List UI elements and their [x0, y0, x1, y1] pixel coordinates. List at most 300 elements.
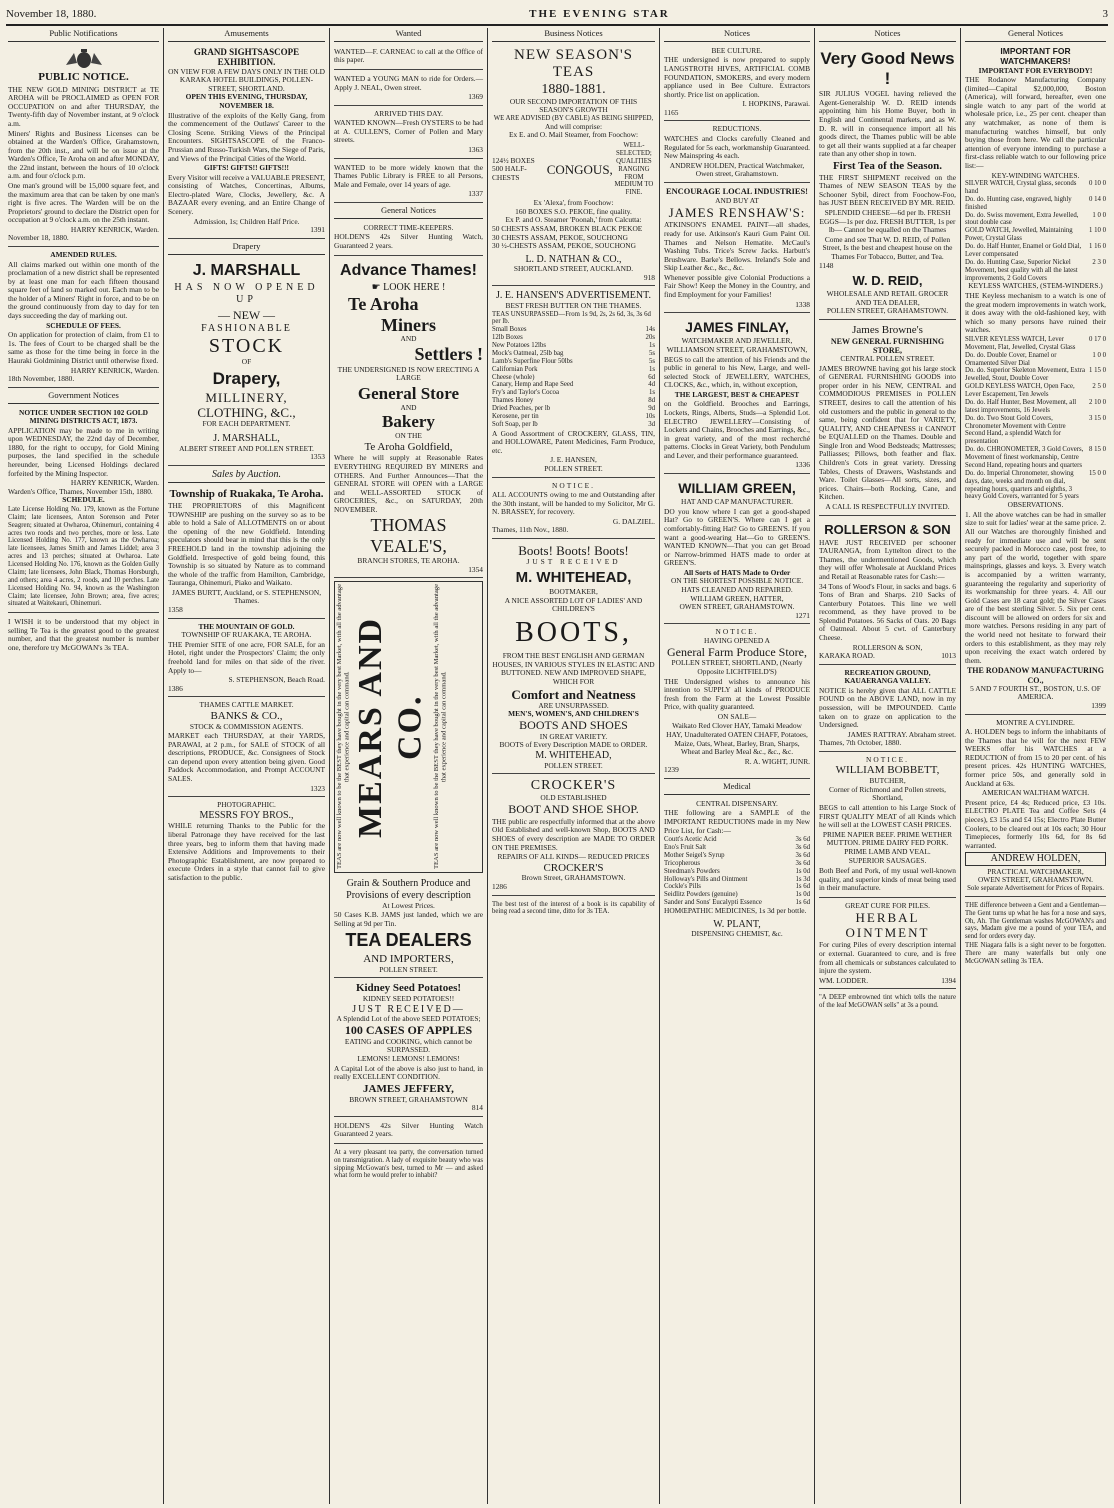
ad-text: APPLICATION may be made to me in writing upon WEDNESDAY, the 22nd day of December, 1880, for the right to occupy, for Gold Mining purposes, the land specified in the schedule hereunder, being Licensed Holdings declared forfeited by the Mining Inspector.	[8, 425, 159, 478]
ad-text: THE Undersigned wishes to announce his intention to SUPPLY all kinds of PRODUCE fresh from the Farm at the Lowest Possible Price, with quality guaranteed.	[664, 676, 810, 712]
price-item: 12lb Boxes	[492, 334, 523, 342]
ad-number: 1391	[310, 225, 325, 235]
price-row	[965, 470, 1106, 502]
ad-subtitle: WILLIAM BOBBETT,	[835, 764, 940, 777]
price-value: 5s	[648, 357, 655, 365]
price-item: Do. do. Swiss movement, Extra Jewelled, stout double case	[965, 211, 1079, 227]
price-item: Do. do. Hunting Case, Superior Nickel Movement, best quality with all the latest improvements, 2 Gold Covers	[965, 258, 1078, 282]
section-heading: Government Notices	[8, 390, 159, 404]
ad-text: A Capital Lot of the above is also just to hand, in really EXCELLENT CONDITION.	[334, 1063, 483, 1082]
ad-text: SHORTLAND STREET, AUCKLAND.	[513, 264, 634, 274]
price-value: 20s	[645, 334, 655, 342]
ad-date: November 18, 1880.	[8, 233, 69, 243]
ad-title: WILLIAM GREEN,	[678, 480, 796, 497]
ad-text: WATCHES and Clocks carefully Cleaned and Regulated for 5s each, workmanship Guaranteed. New Mainspring 4s each.	[664, 134, 810, 161]
ad-text: BOOTMAKER,	[549, 587, 598, 597]
grain-produce-ad	[334, 876, 483, 978]
ad-text: ON THE SHORTEST POSSIBLE NOTICE. HATS CLEANED AND REPAIRED.	[670, 576, 804, 595]
section-heading: Sales by Auction.	[168, 468, 325, 484]
ad-signature: W. D. REID,	[852, 273, 923, 289]
price-item: Soft Soap, per lb	[492, 420, 538, 428]
ad-subtitle: CLOTHING, &C.,	[197, 405, 296, 421]
filler-note	[492, 898, 655, 921]
ad-text: THE NEW GOLD MINING DISTRICT at TE AROHA will be PROCLAIMED as OPEN FOR OCCUPATION on and after THURSDAY, the Twenty-fifth day of November instant, at 9 o'clock a.m.	[8, 84, 159, 128]
ad-title: THE MOUNTAIN OF GOLD.	[198, 621, 295, 631]
ad-text: DO you know where I can get a good-shaped Hat? Go to GREEN'S. Where can I get a comfortably-fitting Hat? Go to GREEN'S. If you want a good-wearing Hat—Go to GREEN'S. WANTED KNOWN—That you can get Broad or Narrow-brimmed HATS made to order at GREEN'S.	[664, 506, 810, 568]
ad-number: 1165	[664, 107, 679, 117]
ad-number: 1148	[819, 261, 834, 271]
ad-signature: JAMES RATTRAY. Abraham street.	[847, 729, 956, 739]
price-value: 1 15 0	[1089, 367, 1106, 375]
ad-subtitle: NEW GENERAL FURNISHING STORE,	[830, 336, 945, 355]
filler-note	[334, 1146, 483, 1185]
ad-signature: G. DALZIEL.	[612, 516, 655, 526]
ad-text: Whenever possible give Colonial Productions a Fair Show! Keep the Money in the Country, and find Employment for your Families!	[664, 272, 810, 299]
price-value: 1s 0d	[795, 891, 810, 899]
ad-text: One man's ground will be 15,000 square feet, and the maximum area that can be taken by one man's right is five acres. The Warden will be on the Proprietors' ground to declare the District open for occupation at 9 o'clock a.m. on the 25th instant.	[8, 180, 159, 225]
price-row	[492, 397, 655, 405]
ad-number: 1337	[468, 189, 483, 199]
ad-number: 1323	[310, 783, 325, 793]
nathan-teas-ad	[492, 45, 655, 287]
price-row	[492, 366, 655, 374]
ad-subtitle: MILLINERY,	[205, 390, 288, 406]
ad-text: FOR EACH DEPARTMENT.	[202, 419, 291, 429]
ad-number: 1386	[168, 683, 183, 693]
section-heading: Drapery	[168, 241, 325, 255]
ad-title: NOTICE.	[866, 754, 909, 764]
ad-text: HAVE JUST RECEIVED per schooner TAURANGA, from Lyttelton direct to the Thames, the undermentioned Goods, which they will offer Wholesale at Auckland Prices and Retail at Reasonable rates for Cash:—	[819, 537, 956, 581]
ad-text: 50 Cases K.B. JAMS just landed, which we are Selling at 9d per Tin.	[334, 910, 483, 928]
column-business-notices	[488, 28, 660, 1504]
ad-number: 1369	[468, 92, 483, 102]
ad-text: POLLEN STREET.	[544, 760, 603, 770]
ad-subtitle: TOWNSHIP OF RUAKAKA, TE AROHA.	[181, 630, 312, 640]
ad-subtitle: MESSRS FOY BROS.,	[199, 809, 294, 821]
ad-date: 18th November, 1880.	[8, 374, 75, 384]
ad-subtitle: THE LARGEST, BEST & CHEAPEST	[674, 389, 800, 399]
ad-text: The best test of the interest of a book is its capability of being read a second time, ditto for 3s TEA.	[492, 900, 655, 916]
ad-title: MEARS AND CO.	[352, 616, 429, 838]
ad-number: 1013	[941, 651, 956, 661]
ad-signature: M. WHITEHEAD,	[535, 749, 612, 761]
ad-title: GREAT CURE FOR PILES.	[845, 900, 930, 910]
ad-text: CENTRAL POLLEN STREET.	[840, 354, 935, 364]
ad-text: AND	[400, 334, 417, 344]
price-row	[492, 413, 655, 421]
marshall-drapery-ad	[168, 258, 325, 466]
price-value: 2 10 0	[1089, 398, 1106, 406]
ad-subtitle: ON SALE—	[717, 711, 757, 721]
recreation-ground-ad	[819, 667, 956, 752]
price-list	[965, 336, 1106, 501]
ad-signature: WM. LODDER.	[819, 975, 869, 985]
price-row	[492, 421, 655, 429]
masthead	[6, 4, 1108, 26]
price-list	[965, 180, 1106, 282]
ad-text: POLLEN STREET.	[379, 964, 438, 974]
price-row	[664, 891, 810, 899]
page-number: 3	[1102, 8, 1108, 20]
green-hatter-ad	[664, 476, 810, 624]
price-value: 9d	[648, 405, 655, 413]
ad-subtitle: AND IMPORTERS,	[363, 953, 454, 966]
price-item: Thames Honey	[492, 397, 534, 405]
price-row	[965, 196, 1106, 212]
ad-signature: ANDREW HOLDEN,	[965, 852, 1106, 866]
ad-text: OUR SECOND IMPORTATION OF THIS SEASON'S GROWTH	[509, 96, 638, 115]
ad-title: PHOTOGRAPHIC.	[217, 800, 276, 810]
ad-text: WANTED a YOUNG MAN to ride for Orders.—Apply J. NEAL, Owen street.	[334, 74, 483, 92]
price-row	[492, 381, 655, 389]
ad-text: THE difference between a Gent and a Gentleman—The Gent turns up what he has for a nose and says, Oh, Ah. The Gentleman washes McGOWAN's and says, Madam give me a pound of your TEA, and send for orders every day.	[965, 901, 1106, 941]
ad-title: ROLLERSON & SON	[824, 521, 951, 537]
ad-subtitle: 100 CASES OF APPLES	[344, 1022, 473, 1037]
ad-number: 1353	[310, 452, 325, 462]
ad-text: BEGS to call the attention of his Friends and the public in general to his New, Large, and well-selected Stock of JEWELLERY, WATCHES, CLOCKS, &c., which, in, without exception,	[664, 354, 810, 390]
ad-title: Grain & Southern Produce and Provisions of every description	[346, 878, 471, 901]
price-value: 3 15 0	[1089, 414, 1106, 422]
ad-title: Township of Ruakaka, Te Aroha.	[169, 488, 324, 501]
public-notice-ad	[8, 45, 159, 247]
ad-title: ENCOURAGE LOCAL INDUSTRIES!	[666, 186, 808, 196]
reid-news-ad	[819, 45, 956, 320]
ad-text: 30 ½-CHESTS ASSAM, PEKOE, SOUCHONG	[492, 241, 636, 251]
holden-watchmaker-ad	[965, 717, 1106, 897]
ad-text: REPAIRS OF ALL KINDS— REDUCED PRICES	[497, 852, 650, 862]
ad-title: RECREATION GROUND, KAUAERANGA VALLEY.	[844, 667, 931, 686]
price-value: 0 14 0	[1089, 195, 1106, 203]
wight-farm-ad	[664, 626, 810, 779]
price-item: SILVER KEYLESS WATCH, Lever Movement, Flat, Jewelled, Crystal Glass	[965, 335, 1076, 351]
ad-text: WANTED to be more widely known that the Thames Public Library is FREE to all Persons, Male and Female, over 14 years of age.	[334, 162, 483, 189]
price-value: 1s 0d	[795, 867, 810, 875]
price-row	[965, 259, 1106, 283]
price-item: Fry's and Taylor's Cocoa	[492, 389, 559, 397]
ad-signature: ROLLERSON & SON,	[852, 642, 923, 652]
price-value: 3s 6d	[795, 844, 810, 851]
ad-text: Brown Street, GRAHAMSTOWN.	[521, 873, 626, 883]
ad-text: All claims marked out within one month of the proclamation of a new district shall be represented by at least one man for each fifteen thousand square feet of land so marked out. Each man to be the holder of a Miners' Right in force, and to be on the ground continuously from day to day for ten days succeeding the day of marking out.	[8, 259, 159, 321]
ad-text: Waikato Red Clover HAY, Tamaki Meadow HAY, Unadulterated OATEN CHAFF, Potatoes, Maize, Oats, Wheat, Barley, Bran, Sharps, Wheat and Barley Meal &c., &c., &c.	[666, 721, 808, 757]
price-row	[492, 342, 655, 350]
ad-text: POLLEN STREET, SHORTLAND, (Nearly Opposite LICHTFIELD'S)	[671, 658, 803, 677]
ad-text: THE undersigned is now prepared to supply LANGSTROTH HIVES, ARTIFICIAL COMB FOUNDATION, SMOKERS, and every modern appliance used in Bee Culture. Extractors shortly. Price list on application.	[664, 55, 810, 99]
price-row	[492, 334, 655, 342]
price-value: 14s	[645, 326, 655, 334]
ad-text: THE public are respectfully informed that at the above Old Established and well-known Shop, BOOTS AND SHOES of every description are MADE TO ORDER ON THE PREMISES.	[492, 816, 655, 852]
ad-subtitle: M. WHITEHEAD,	[515, 568, 632, 586]
price-item: Do. do. CHRONOMETER, 3 Gold Covers, Movement of finest workmanship, Centre Second Hand, repeating hours and quarters	[965, 446, 1084, 469]
price-row	[492, 311, 655, 327]
ad-text: At Lowest Prices.	[382, 900, 435, 910]
filler-note	[965, 899, 1106, 970]
ad-title: Advance Thames!	[340, 261, 477, 279]
ad-subtitle: THOMAS VEALE'S,	[370, 515, 447, 557]
ad-text: Present price, £4 4s; Reduced price, £3 10s. ELECTRO PLATE Tea and Coffee Sets (4 pieces), £3 15s and £4 15s; Electro Plate Butter Coolers, to be cleared out at 10s each; 30 Hour Timepieces, formerly 10s 6d, for 8s 6d warranted.	[965, 797, 1106, 850]
jeffery-potatoes-ad	[334, 980, 483, 1116]
ad-number: 1336	[795, 460, 810, 470]
ad-signature: W. PLANT,	[713, 918, 761, 930]
ad-signature: J. MARSHALL,	[213, 433, 280, 445]
ad-text: 30 CHESTS ASSAM, PEKOE, SOUCHONG	[492, 232, 628, 242]
ad-text: Ex 'Alexa', from Foochow:	[533, 198, 614, 208]
price-item: Do. do. Superior Skeleton Movement, Extra Jewelled, Stout, Double Cover	[965, 367, 1086, 383]
mears-teas-ad	[334, 581, 483, 873]
ad-subtitle: Te Aroha Goldfield,	[364, 440, 453, 453]
ad-title: NEW SEASON'S TEAS	[513, 46, 634, 81]
ad-text: 34 Tons of Wood's Flour, in sacks and bags. 6 Tons of Bran and Sharps. 210 Sacks of Canterbury Potatoes. This line we well recommend, as they have proved to be Splendid Potatoes. 56 Sacks of Oats. 20 Bags of Oatmeal. About 5 cwt. of Canterbury Cheese.	[819, 581, 956, 642]
price-row	[492, 389, 655, 397]
ad-signature: HARRY KENRICK, Warden.	[70, 365, 159, 375]
royal-crest-icon	[62, 49, 106, 69]
ad-subtitle: FASHIONABLE	[201, 323, 292, 335]
ad-subtitle: AMERICAN WALTHAM WATCH.	[981, 788, 1090, 798]
ad-text: "A DEEP embrowned tint which tells the nature of the leaf McGOWAN sells" at 3s a pound.	[819, 994, 956, 1010]
price-row	[965, 243, 1106, 259]
price-item: Do. do. Double Cover, Enamel or Ornamented Silver Dial	[965, 351, 1057, 367]
ad-date: Thames, 11th Nov., 1880.	[492, 525, 569, 535]
rollerson-ad	[819, 518, 956, 665]
column-notices	[660, 28, 815, 1504]
ad-title: Very Good News !	[820, 48, 955, 88]
price-row	[492, 405, 655, 413]
ad-signature: HARRY KENRICK, Warden.	[70, 478, 159, 488]
ad-subtitle: WATCHMAKER AND JEWELLER,	[681, 336, 793, 346]
ad-title: IMPORTANT FOR WATCHMAKERS!	[1000, 45, 1071, 66]
ad-subtitle: SCHEDULE OF FEES.	[46, 320, 121, 330]
ad-title: THAMES CATTLE MARKET.	[199, 700, 294, 710]
price-item: Eno's Fruit Salt	[664, 844, 707, 851]
ad-title: JAMES FINLAY,	[685, 319, 789, 336]
section-heading: General Notices	[965, 28, 1106, 42]
price-value: 3s 6d	[795, 859, 810, 867]
ad-text: THE following are a SAMPLE of the IMPORTANT REDUCTIONS made in my New Price List, for Cash:—	[664, 808, 810, 835]
ad-number: 1358	[168, 605, 183, 615]
ad-number: 814	[471, 1103, 483, 1113]
ad-text: 50 CHESTS ASSAM, BROKEN BLACK PEKOE	[492, 223, 643, 233]
bobbett-butcher-ad	[819, 754, 956, 898]
ad-title: J. E. HANSEN'S ADVERTISEMENT.	[496, 290, 651, 302]
ad-subtitle: BEST FRESH BUTTER ON THE THAMES.	[505, 301, 642, 310]
whitehead-boots-ad	[492, 541, 655, 774]
price-value: 1 16 0	[1089, 243, 1106, 251]
ad-text: MARKET each THURSDAY, at their YARDS, PARAWAI, at 2 p.m., for SALE of STOCK of all descriptions, PRODUCE, &c. Consignees of Stock can depend upon every attention being given. Good Paddock Accommodation, and Prompt ACCOUNT SALES.	[168, 731, 325, 784]
price-item: Holloway's Pills and Ointment	[664, 875, 748, 883]
ad-text: ALL ACCOUNTS owing to me and Outstanding after the 30th instant, will be handed to my Solicitor, Mr G. N. BRASSEY, for recovery.	[492, 490, 655, 517]
ad-subtitle: 1880-1881.	[541, 81, 606, 97]
price-item: Lamb's Superfine Flour 50lbs	[492, 357, 573, 365]
ad-title: NOTICE UNDER SECTION 102 GOLD MINING DISTRICTS ACT, 1873.	[19, 407, 148, 426]
price-value: 2 3 0	[1092, 258, 1106, 266]
ad-text: At a very pleasant tea party, the conversation turned on transmigration. A lady of exquisite beauty who was sipping McGowan's best, turned to Mr — and asked what form he would prefer to inhabit?	[334, 1148, 483, 1180]
column-wanted	[330, 28, 488, 1504]
ad-text: A NICE ASSORTED LOT OF LADIES' AND CHILDREN'S	[504, 595, 643, 614]
ad-text: WILLIAMSON STREET, GRAHAMSTOWN,	[666, 344, 808, 354]
dispensary-ad	[664, 798, 810, 942]
section-heading: Notices	[664, 28, 810, 42]
price-value: 6d	[648, 373, 655, 381]
ad-title: Boots! Boots! Boots!	[518, 543, 629, 559]
price-item: Small Boxes	[492, 326, 527, 334]
price-item: Dried Peaches, per lb	[492, 405, 551, 413]
price-item: GOLD WATCH, Jewelled, Maintaining Power, Crystal Glass	[965, 227, 1073, 243]
filler-note	[819, 991, 956, 1014]
price-row	[492, 350, 655, 358]
price-row	[492, 358, 655, 366]
ad-title: BEE CULTURE.	[711, 45, 763, 55]
ad-subtitle: KEY-WINDING WATCHES.	[991, 170, 1080, 180]
price-value: 1s 6d	[795, 899, 810, 907]
ad-text: FROM THE BEST ENGLISH AND GERMAN HOUSES, IN VARIOUS STYLES IN ELASTIC AND BUTTONED. NEW AND IMPROVED SHAPE, WHICH FOR	[492, 651, 655, 687]
ad-text: Admission, 1s; Children Half Price.	[193, 216, 300, 226]
ad-subtitle: Miners	[381, 314, 436, 335]
ad-text: THE FIRST SHIPMENT received on the Thames of NEW SEASON TEAS by the Schooner Sybil, direct from Foochow-Foo, has JUST BEEN RECEIVED BY MR. REID.	[819, 172, 956, 208]
ad-text: 160 BOXES S.O. PEKOE, fine quality.	[515, 206, 632, 216]
price-row	[664, 852, 810, 860]
price-value: 3s 6d	[795, 836, 810, 844]
ad-subtitle: JUST RECEIVED	[526, 557, 621, 567]
price-value: 10s	[645, 412, 655, 420]
price-row	[492, 374, 655, 382]
ad-text: Come and see That W. D. REID, of Pollen Street, Is the best and cheapest house on the Thames For Tobacco, Butter, and Tea.	[822, 234, 953, 261]
reductions-ad	[664, 123, 810, 182]
ad-subtitle: Settlers !	[414, 344, 483, 365]
ad-text: THE UNDERSIGNED IS NOW ERECTING A LARGE	[337, 364, 480, 383]
ad-text: WELL-SELECTED; QUALITIES RANGING FROM MEDIUM TO FINE.	[614, 142, 654, 197]
price-row	[965, 336, 1106, 352]
ad-subtitle: General Farm Produce Store,	[667, 644, 807, 659]
ad-title: REDUCTIONS.	[712, 124, 762, 134]
ad-text: BRANCH STORES, TE AROHA.	[357, 556, 460, 566]
ad-signature: I. HOPKINS, Parawai.	[742, 99, 810, 109]
section-heading: Public Notifications	[8, 28, 159, 42]
ad-text: AND BUY AT	[715, 195, 759, 205]
ad-title: James Browne's	[852, 323, 923, 336]
price-list	[664, 836, 810, 907]
ad-subtitle: STOCK & COMMISSION AGENTS.	[189, 721, 304, 731]
ad-title: ARRIVED THIS DAY.	[373, 108, 444, 118]
price-value: 1 10 0	[1089, 227, 1106, 235]
ad-number: 1338	[795, 299, 810, 309]
amended-rules-ad	[8, 249, 159, 388]
ad-signature: CROCKER'S	[543, 861, 604, 874]
ad-text: AND	[400, 402, 417, 412]
cattle-market-ad	[168, 699, 325, 797]
ad-number: 1394	[941, 975, 956, 985]
ad-subtitle: OPEN THIS EVENING, THURSDAY, NOVEMBER 18.	[185, 92, 308, 111]
ad-text: Miners' Rights and Business Licenses can be obtained at the Warden's Office, Grahamstown, from the 20th inst., and will be on issue at the Warden's Office, Te Aroha on and after MONDAY, the 22nd instant, between the hours of 10 o'clock a.m. and four o'clock p.m.	[8, 128, 159, 181]
price-item: Canary, Hemp and Rape Seed	[492, 381, 574, 389]
bee-culture-ad	[664, 45, 810, 122]
ad-text: THE Niagara falls is a sight never to be forgotten. There are many waterfalls but only one McGOWAN selling 3s TEA.	[965, 942, 1106, 965]
section-heading: Business Notices	[492, 28, 655, 42]
finlay-ad	[664, 315, 810, 474]
ad-text: Ex P. and O. Steamer 'Poonah,' from Calcutta:	[505, 215, 642, 225]
ad-text: And will comprise:	[544, 121, 603, 131]
ad-text: KARAKA ROAD.	[819, 651, 875, 661]
price-item: Cockle's Pills	[664, 883, 701, 891]
ad-subtitle: KEYLESS WATCHES, (STEM-WINDERS.)	[968, 281, 1103, 291]
holden-watch-ad	[334, 1119, 483, 1144]
price-item: Mock's Oatmeal, 25lb bag	[492, 349, 564, 357]
price-value: 0 17 0	[1089, 335, 1106, 343]
price-item: Seidlitz Powders (genuine)	[664, 891, 738, 899]
ad-text: 500 HALF-CHESTS	[492, 164, 527, 182]
ad-text: Late License Holding No. 179, known as the Fortune Claim; late licensees, Anton Sorenson and Peter Seagren; situated at Owharoa, Ohinemuri, containing 4 acres two roods and two perches, more or less. Late Licensed Holding No. 177, known as the Owharoa; late licensees, James Smith and James Liddel; area 3 acres and 13 perches; situated at Owharoa. Late Licensed Holding No. 176, known as the Golden Gully Claim; late licensees, John Black, Thomas Horsburgh, and others; area 4 acres, 2 roods, and 10 perches. Late Licensed Holding No. 94, known as the Washington Claim; late licensee, John Brown; area, five acres; situated at Waitekauri, Ohinemuri.	[8, 505, 159, 608]
ad-text: A. HOLDEN begs to inform the inhabitants of the Thames that he will for the next FEW WEEKS offer his WATCHES at a REDUCTION of from 15 to 20 per cent. of his present prices. 42s HUNTING WATCHES, former price 50s, and generally sold in Auckland at 63s.	[965, 727, 1106, 788]
price-value: 8 15 0	[1089, 446, 1106, 454]
ad-subtitle: TEA DEALERS	[345, 930, 472, 951]
ad-subtitle: LEMONS! LEMONS! LEMONS!	[357, 1054, 460, 1064]
price-list	[492, 311, 655, 429]
price-row	[965, 227, 1106, 243]
ad-text: WHOLESALE AND RETAIL GROCER AND TEA DEALER,	[826, 289, 949, 307]
ad-title: NOTICE.	[715, 627, 759, 637]
ad-text: PRIME NAPIER BEEF. PRIME WETHER MUTTON. PRIME DAIRY FED PORK. PRIME LAMB AND VEAL.	[822, 829, 953, 856]
price-item: Coutt's Acetic Acid	[664, 836, 717, 844]
ad-text: Both Beef and Pork, of my usual well-known quality, and superior kinds of meat being used in their manufacture.	[819, 866, 956, 893]
ad-subtitle: First Tea of the Season.	[832, 159, 943, 172]
hansen-ad	[492, 288, 655, 477]
ad-signature: JAMES JEFFERY,	[363, 1082, 454, 1095]
ad-signature: S. STEPHENSON, Beach Road.	[228, 675, 325, 685]
ad-subtitle: ☛ LOOK HERE !	[371, 282, 446, 294]
congou-block	[492, 142, 655, 197]
column-general-notices	[961, 28, 1110, 1504]
wanted-ad	[334, 45, 483, 70]
price-item: TEAS UNSURPASSED—From 1s 9d, 2s, 2s 6d, 3s, 3s 6d per lb.	[492, 310, 651, 326]
ad-title: PUBLIC NOTICE.	[38, 70, 129, 83]
rodanow-watches-ad	[965, 45, 1106, 715]
ad-text: 1. All the above watches can be had in smaller size to suit for ladies' wear at the same price. 2. All our Watches are thoroughly finished and ready for immediate use and will be sent securely packed in Morocco case, post free, to any part of the world, together with spare mainsprings, glasses and keys. 3. Every watch is accompanied by a written warranty, guaranteeing the regularity and superiority of its workmanship for three years. 4. All our Gold Cases are 18 carat gold; the Silver Cases are of the best sterling Silver. 5. Six per cent. discount will be allowed on orders for six and more watches. Persons residing in any part of the world need not hesitate to forward their orders to this establishment, as they may rely upon receiving the exact watch ordered by them.	[965, 509, 1106, 665]
ad-text: A CALL IS RESPECTFULLY INVITED.	[825, 501, 950, 511]
price-row	[492, 326, 655, 334]
ad-subtitle: Drapery,	[212, 368, 281, 388]
ad-subtitle: BOOTS AND SHOES	[519, 717, 628, 732]
price-row	[965, 352, 1106, 368]
price-item: Mother Seigel's Syrup	[664, 851, 725, 859]
ad-date: Thames, 7th October, 1880.	[819, 738, 902, 748]
price-item: Tricopherous	[664, 859, 700, 867]
ad-signature: J. E. HANSEN,	[550, 455, 597, 465]
price-value: 3s 6d	[795, 851, 810, 859]
wanted-ad	[334, 72, 483, 106]
price-value: 1s	[648, 342, 655, 350]
ad-subtitle: Te Aroha	[348, 293, 419, 314]
price-item: GOLD KEYLESS WATCH, Open Face, Lever Escapement, Ten Jewels	[965, 383, 1075, 399]
price-value: 1s	[648, 389, 655, 397]
ad-text: SIR JULIUS VOGEL having relieved the Agent-Generalship W. D. REID intends appointing him his Home Buyer, both in English and Continental markets, and as W. D. R. will in consequence import all his goods direct, the Thames public will be able to get all their wants supplied at a far cheaper rate than any other shop in town.	[819, 89, 956, 159]
ad-text: A Good Assortment of CROCKERY, GLASS, TIN, and HOLLOWARE, Patent Medicines, Farm Produce, etc.	[492, 428, 655, 455]
price-value	[652, 311, 655, 327]
tea-note	[8, 615, 159, 656]
price-item: Do. do. Two Stout Gold Covers, Chronometer Movement with Centre Second Hand, a splendid Watch for presentation	[965, 414, 1066, 446]
ad-text: HOMŒPATHIC MEDICINES, 1s 3d per bottle.	[664, 906, 807, 915]
price-row	[965, 383, 1106, 399]
ad-text: EATING and COOKING, which cannot be SURPASSED.	[344, 1036, 473, 1055]
ad-text: WANTED KNOWN—Fresh OYSTERS to be had at A. CULLEN'S, Corner of Pollen and Mary streets.	[334, 118, 483, 145]
ad-subtitle: BOOT AND SHOE SHOP.	[508, 801, 639, 816]
price-value: 2 5 0	[1092, 383, 1106, 391]
ad-text: OLD ESTABLISHED	[540, 793, 607, 803]
ad-subtitle: HERBAL OINTMENT	[845, 910, 930, 941]
ad-title: GRAND SIGHTSASCOPE EXHIBITION.	[193, 46, 300, 68]
section-heading: General Notices	[334, 205, 483, 219]
ad-text: THE PROPRIETORS of this Magnificent TOWNSHIP are pushing on the survey so as to be able to hold a Sale of ALLOTMENTS on or about the opening of the new Goldfield. Intending speculators should bear in mind that this is the only FREEHOLD land in the township adjoining the Goldfield. Irrespective of gold being found, this Township is so situated by Nature as to command the whole of the traffic from Hamilton, Cambridge, Tauranga, Ohinemuri, Piako and Waikato.	[168, 501, 325, 588]
price-row	[965, 399, 1106, 415]
ad-subtitle: SCHEDULE.	[62, 495, 105, 505]
